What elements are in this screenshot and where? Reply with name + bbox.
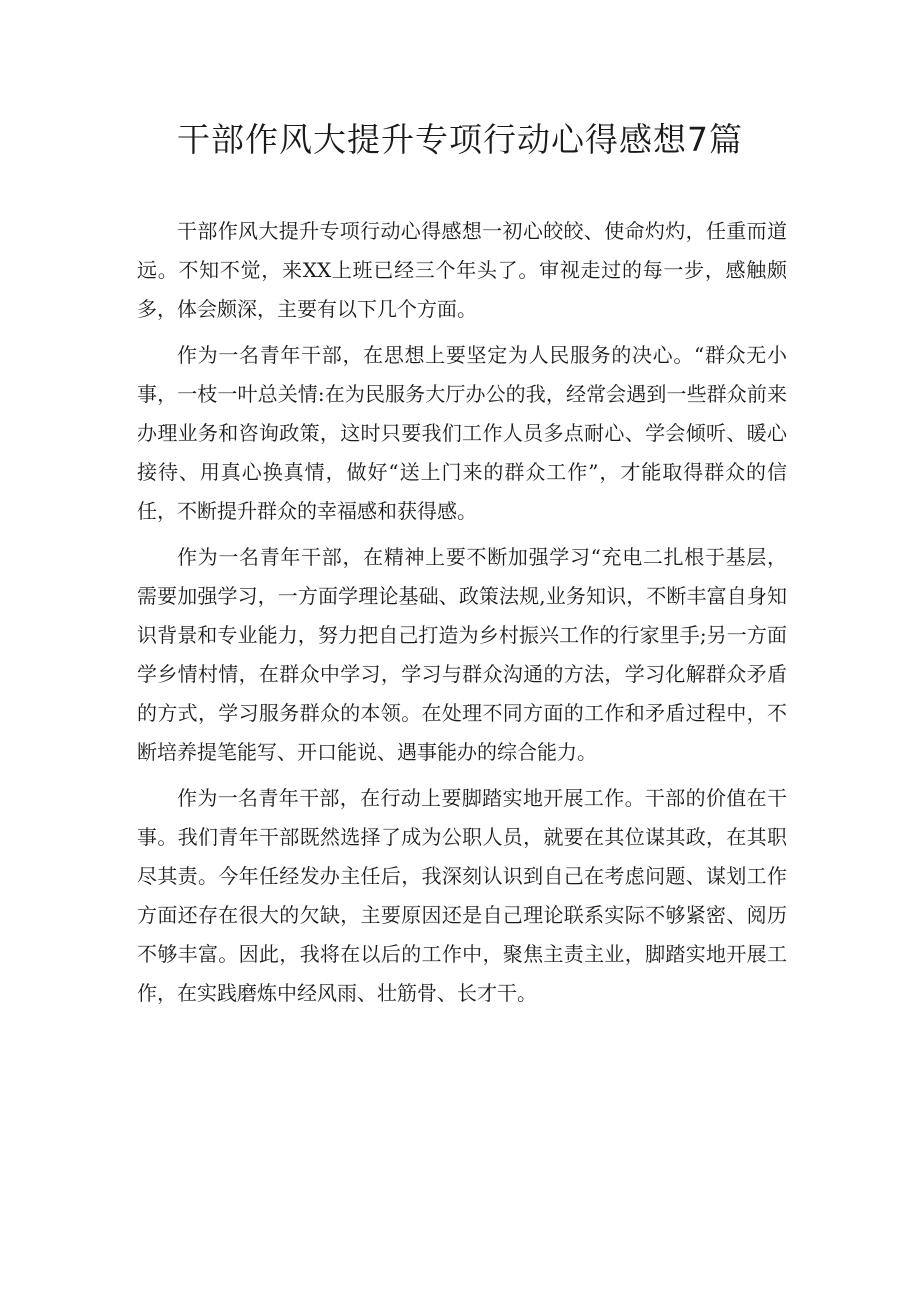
- paragraph-intro: 干部作风大提升专项行动心得感想一初心皎皎、使命灼灼，任重而道远。不知不觉，来XX上班已经三个年头了。审视走过的每一步，感触颇多，体会颇深，主要有以下几个方面。: [137, 219, 787, 321]
- document-body: [137, 212, 787, 1020]
- document-title: 干部作风大提升专项行动心得感想7篇: [177, 120, 743, 159]
- paragraph-action: 作为一名青年干部，在行动上要脚踏实地开展工作。干部的价值在干事。我们青年干部既然选择了成为公职人员，就要在其位谋其政，在其职尽其责。今年任经发办主任后，我深刻认识到自己在考虑问题、谋划工作方面还存在很大的欠缺，主要原因还是自己理论联系实际不够紧密、阅历不够丰富。因此，我将在以后的工作中，聚焦主责主业，脚踏实地开展工作，在实践磨炼中经风雨、壮筋骨、长才干。: [137, 786, 787, 1005]
- paragraph-thought: 作为一名青年干部，在思想上要坚定为人民服务的决心。“群众无小事，一枝一叶总关情:在为民服务大厅办公的我，经常会遇到一些群众前来办理业务和咨询政策，这时只要我们工作人员多点耐心、学会倾听、暖心接待、用真心换真情，做好“送上门来的群众工作”，才能取得群众的信任，不断提升群众的幸福感和获得感。: [137, 343, 787, 523]
- paragraph-learning: 作为一名青年干部，在精神上要不断加强学习“充电二扎根于基层，需要加强学习，一方面学理论基础、政策法规,业务知识，不断丰富自身知识背景和专业能力，努力把自己打造为乡村振兴工作的行家里手;另一方面学乡情村情，在群众中学习，学习与群众沟通的方法，学习化解群众矛盾的方式，学习服务群众的本领。在处理不同方面的工作和矛盾过程中，不断培养提笔能写、开口能说、遇事能办的综合能力。: [137, 545, 787, 764]
